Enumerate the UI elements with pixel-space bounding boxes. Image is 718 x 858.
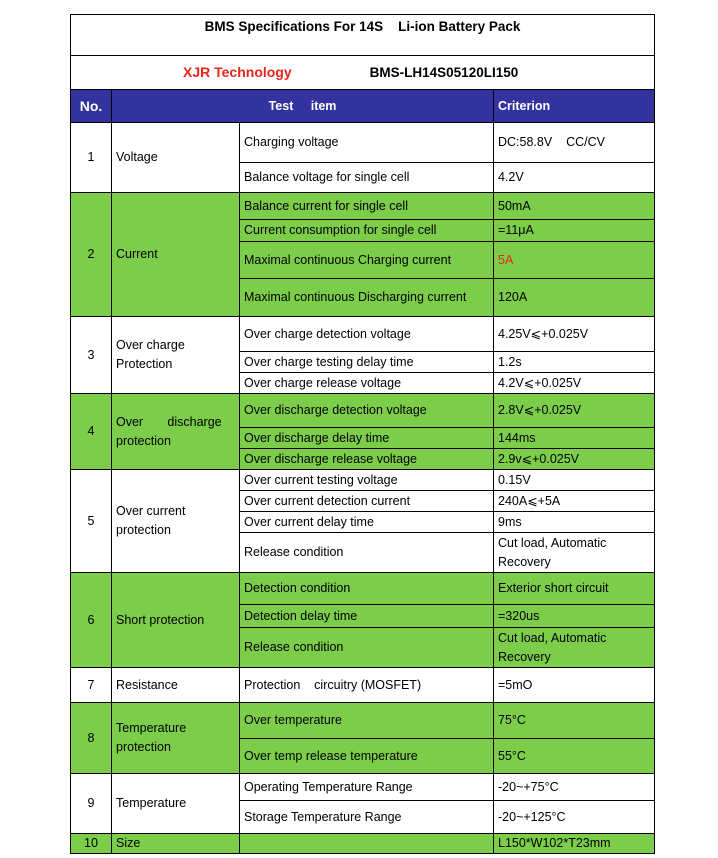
criterion: 2.8V⩽+0.025V [494, 394, 655, 428]
criterion: 50mA [494, 193, 655, 220]
row-number: 10 [71, 834, 112, 854]
criterion: 240A⩽+5A [494, 491, 655, 512]
table-row [71, 573, 655, 605]
page-title: BMS Specifications For 14S Li-ion Battery Pack [71, 15, 655, 56]
row-number: 5 [71, 470, 112, 573]
row-category: Voltage [112, 123, 240, 193]
criterion: 144ms [494, 428, 655, 449]
row-number: 1 [71, 123, 112, 193]
test-item: Over current delay time [240, 512, 494, 533]
row-number: 2 [71, 193, 112, 317]
test-item: Over current testing voltage [240, 470, 494, 491]
table-row [71, 470, 655, 491]
criterion: =320us [494, 605, 655, 628]
test-item: Over discharge release voltage [240, 449, 494, 470]
header-row [71, 90, 655, 123]
row-category: Size [112, 834, 240, 854]
criterion: 0.15V [494, 470, 655, 491]
model-number: BMS-LH14S05120LI150 [369, 64, 519, 80]
test-item: Over charge testing delay time [240, 352, 494, 373]
test-item: Detection condition [240, 573, 494, 605]
test-item: Charging voltage [240, 123, 494, 163]
row-category: Temperature [112, 774, 240, 834]
test-item: Over discharge detection voltage [240, 394, 494, 428]
criterion: -20~+75°C [494, 774, 655, 801]
table-row [71, 394, 655, 428]
criterion: 55°C [494, 739, 655, 774]
test-item: Over temperature [240, 703, 494, 739]
test-item: Over current detection current [240, 491, 494, 512]
row-category: Resistance [112, 668, 240, 703]
row-category: Over charge Protection [112, 317, 240, 394]
criterion: 120A [494, 279, 655, 317]
criterion: DC:58.8V CC/CV [494, 123, 655, 163]
criterion: 5A [494, 242, 655, 279]
criterion: =11μA [494, 220, 655, 242]
test-item: Protection circuitry (MOSFET) [240, 668, 494, 703]
criterion: -20~+125°C [494, 801, 655, 834]
header-criterion: Criterion [494, 90, 655, 123]
test-item: Maximal continuous Discharging current [240, 279, 494, 317]
table-row [71, 193, 655, 220]
criterion: Exterior short circuit [494, 573, 655, 605]
test-item: Over charge detection voltage [240, 317, 494, 352]
test-item: Current consumption for single cell [240, 220, 494, 242]
row-category: Over discharge protection [112, 394, 240, 470]
row-number: 6 [71, 573, 112, 668]
test-item: Over charge release voltage [240, 373, 494, 394]
row-number: 8 [71, 703, 112, 774]
row-category: Short protection [112, 573, 240, 668]
row-number: 9 [71, 774, 112, 834]
criterion: 4.2V [494, 163, 655, 193]
header-no: No. [71, 90, 112, 123]
criterion: 75°C [494, 703, 655, 739]
test-item: Balance current for single cell [240, 193, 494, 220]
criterion: 4.25V⩽+0.025V [494, 317, 655, 352]
title-row [71, 15, 655, 56]
test-item: Release condition [240, 533, 494, 573]
row-category: Current [112, 193, 240, 317]
test-item: Release condition [240, 628, 494, 668]
test-item: Storage Temperature Range [240, 801, 494, 834]
test-item-empty [240, 834, 494, 854]
table-row [71, 703, 655, 739]
company-name: XJR Technology [183, 63, 292, 80]
row-category: Temperature protection [112, 703, 240, 774]
row-number: 3 [71, 317, 112, 394]
table-row [71, 668, 655, 703]
criterion: 1.2s [494, 352, 655, 373]
header-test-item: Test item [112, 90, 494, 123]
criterion: 9ms [494, 512, 655, 533]
test-item: Detection delay time [240, 605, 494, 628]
table-row [71, 774, 655, 801]
criterion: Cut load, Automatic Recovery [494, 533, 655, 573]
row-number: 7 [71, 668, 112, 703]
criterion: 2.9v⩽+0.025V [494, 449, 655, 470]
table-row [71, 317, 655, 352]
test-item: Over discharge delay time [240, 428, 494, 449]
test-item: Operating Temperature Range [240, 774, 494, 801]
table-row [71, 123, 655, 163]
criterion: 4.2V⩽+0.025V [494, 373, 655, 394]
criterion: L150*W102*T23mm [494, 834, 655, 854]
row-number: 4 [71, 394, 112, 470]
table-row [71, 834, 655, 854]
company-row [71, 56, 655, 90]
test-item: Maximal continuous Charging current [240, 242, 494, 279]
test-item: Over temp release temperature [240, 739, 494, 774]
bms-spec-table [70, 14, 655, 854]
test-item: Balance voltage for single cell [240, 163, 494, 193]
criterion: =5mO [494, 668, 655, 703]
row-category: Over current protection [112, 470, 240, 573]
criterion: Cut load, Automatic Recovery [494, 628, 655, 668]
